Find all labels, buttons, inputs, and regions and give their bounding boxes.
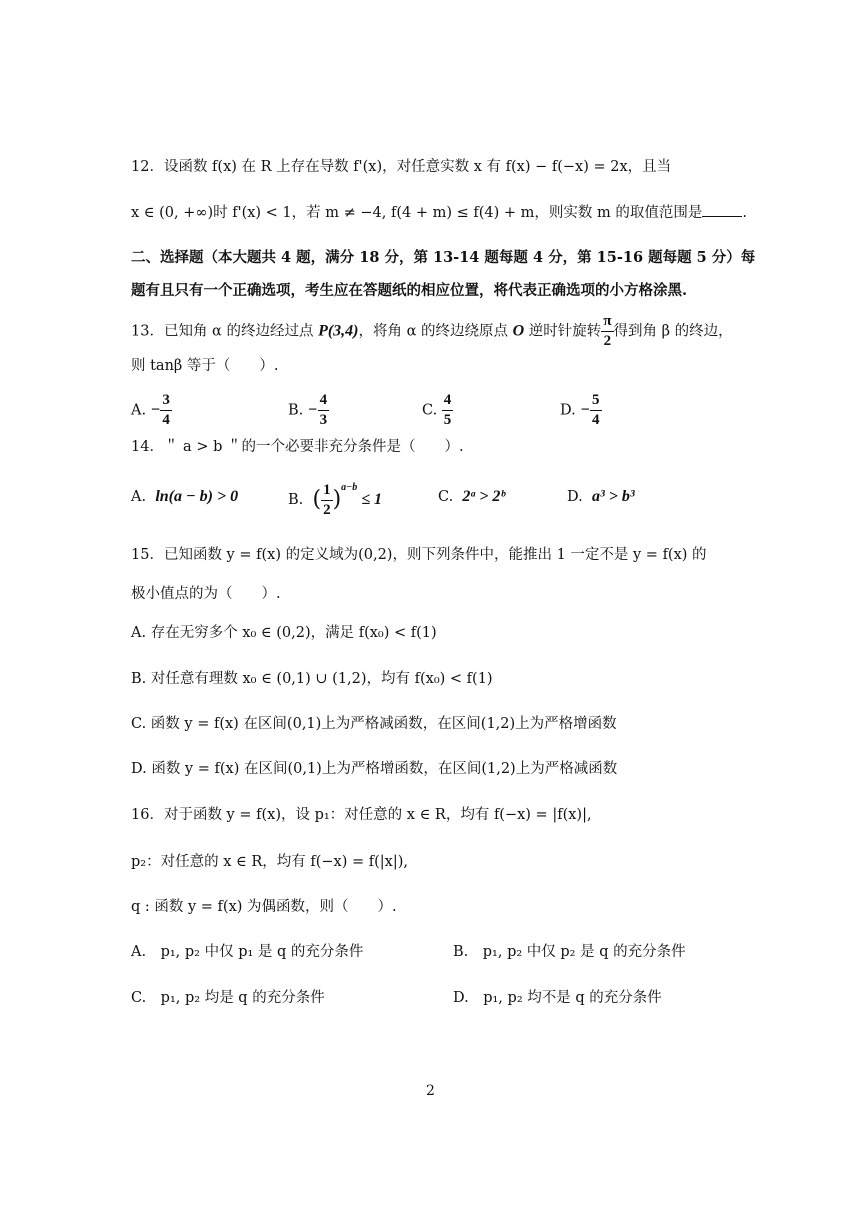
- q14-option-b[interactable]: B. ( $\frac{1}{2}$ )$^{a-b}$ ≤ 1: [288, 481, 383, 518]
- q13-rot-den: 2: [603, 333, 612, 349]
- option-label: B.: [288, 492, 304, 508]
- option-label: B.: [288, 402, 304, 419]
- q16-option-a[interactable]: A. p₁, p₂ 中仅 p₁ 是 q 的充分条件: [131, 944, 364, 960]
- option-text: 2ᵃ > 2ᵇ: [462, 488, 505, 505]
- option-label: A.: [131, 489, 147, 505]
- q13-option-d[interactable]: [560, 393, 602, 428]
- q15-option-a[interactable]: A. 存在无穷多个 x₀ ∈ (0,2)，满足 f(x₀) < f(1): [131, 625, 437, 641]
- fraction-den: 4: [162, 412, 170, 428]
- fraction-den: 5: [443, 412, 452, 428]
- option-label: D.: [560, 402, 576, 419]
- fraction-den: 4: [592, 412, 600, 428]
- option-fraction: [442, 393, 454, 428]
- q14-option-d[interactable]: [567, 485, 635, 509]
- q15-line1: 15．已知函数 y = f(x) 的定义域为(0,2)，则下列条件中，能推出 1 一定不是 y = f(x) 的: [131, 547, 707, 563]
- option-label: D.: [567, 489, 583, 505]
- fraction-den: 2: [323, 501, 331, 518]
- q13-text-b: ，将角 α 的终边绕原点: [358, 323, 513, 340]
- section2-line1: 二、选择题（本大题共 4 题，满分 18 分，第 13-14 题每题 4 分，第 15-16 题每题 5 分）每: [131, 249, 756, 266]
- q12-line2-text: x ∈ (0, +∞)时 f'(x) < 1，若 m ≠ −4, f(4 + m) ≤ f(4) + m，则实数 m 的取值范围是: [131, 205, 703, 221]
- q13-option-a[interactable]: [131, 393, 172, 428]
- q12-line2-end: .: [742, 205, 747, 221]
- q16-line2: p₂：对任意的 x ∈ R，均有 f(−x) = f(|x|),: [131, 854, 408, 870]
- option-text: ln(a − b) > 0: [155, 488, 239, 505]
- q15-option-b[interactable]: B. 对任意有理数 x₀ ∈ (0,1) ∪ (1,2)，均有 f(x₀) < f(1): [131, 671, 493, 687]
- option-text: a³ > b³: [591, 488, 635, 505]
- q13-line1: [131, 314, 748, 349]
- q13-rot-num: π: [601, 314, 613, 332]
- option-sign: −: [307, 401, 318, 419]
- fraction-den: 3: [319, 412, 328, 428]
- q15-option-d[interactable]: D. 函数 y = f(x) 在区间(0,1)上为严格增函数，在区间(1,2)上为严格减函数: [131, 761, 618, 777]
- q14-option-a[interactable]: [131, 485, 238, 509]
- answer-blank[interactable]: [702, 204, 742, 217]
- q15-option-c[interactable]: C. 函数 y = f(x) 在区间(0,1)上为严格减函数，在区间(1,2)上为严格增函数: [131, 716, 617, 732]
- q14-stem: 14．＂ a > b ＂的一个必要非充分条件是（ ）.: [131, 439, 464, 455]
- q13-option-c[interactable]: [422, 393, 453, 428]
- q12-line2: [131, 201, 748, 225]
- q14-option-c[interactable]: [438, 485, 505, 509]
- q13-line2: 则 tanβ 等于（ ）.: [131, 358, 279, 374]
- q13-text-c: 逆时针旋转: [524, 323, 602, 340]
- q16-line3: q : 函数 y = f(x) 为偶函数，则（ ）.: [131, 899, 397, 915]
- option-fraction: [160, 393, 172, 428]
- option-fraction: [590, 393, 602, 428]
- option-label: C.: [438, 489, 454, 505]
- page-number: 2: [426, 1083, 435, 1099]
- q13-text-a: 13．已知角 α 的终边经过点: [131, 323, 319, 340]
- q16-option-c[interactable]: C. p₁, p₂ 均是 q 的充分条件: [131, 990, 325, 1006]
- option-exponent: a−b: [341, 482, 358, 493]
- q13-option-b[interactable]: [288, 393, 329, 428]
- q13-point: P(3,4): [318, 322, 359, 340]
- option-label: C.: [422, 402, 438, 419]
- option-fraction: [318, 393, 330, 428]
- section2-line2: 题有且只有一个正确选项，考生应在答题纸的相应位置，将代表正确选项的小方格涂黑.: [131, 282, 688, 299]
- fraction-num: 1: [321, 483, 333, 501]
- option-fraction: [321, 483, 333, 518]
- q16-option-b[interactable]: B. p₁, p₂ 中仅 p₂ 是 q 的充分条件: [453, 944, 686, 960]
- fraction-num: 4: [442, 393, 454, 411]
- option-rest: ≤ 1: [357, 491, 383, 508]
- fraction-num: 5: [590, 393, 602, 411]
- fraction-num: 4: [318, 393, 330, 411]
- q16-line1: 16．对于函数 y = f(x)，设 p₁：对任意的 x ∈ R，均有 f(−x) = |f(x)|,: [131, 807, 592, 823]
- q13-text-d: 得到角 β 的终边，: [613, 323, 733, 340]
- option-sign: −: [150, 401, 161, 419]
- q13-origin: O: [512, 322, 525, 340]
- q15-line2: 极小值点的为（ ）.: [131, 586, 281, 602]
- option-sign: −: [580, 401, 591, 419]
- q13-rotation-fraction: [601, 314, 613, 349]
- q16-option-d[interactable]: D. p₁, p₂ 均不是 q 的充分条件: [453, 990, 662, 1006]
- q12-line1: 12．设函数 f(x) 在 R 上存在导数 f'(x)，对任意实数 x 有 f(x) − f(−x) = 2x，且当: [131, 159, 672, 175]
- option-label: A.: [131, 402, 147, 419]
- fraction-num: 3: [160, 393, 172, 411]
